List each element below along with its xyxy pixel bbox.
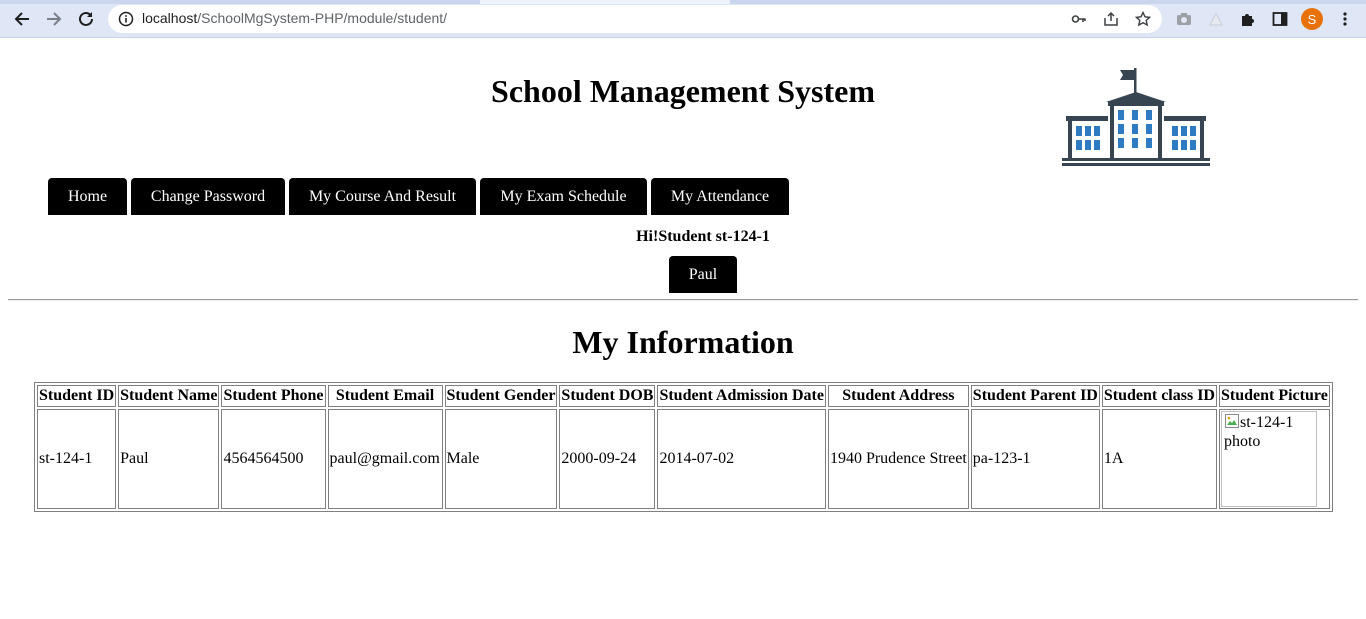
- address-bar[interactable]: [108, 5, 1162, 33]
- cell-student-email: paul@gmail.com: [328, 409, 443, 509]
- cell-student-class-id: 1A: [1102, 409, 1217, 509]
- header-student-gender: Student Gender: [445, 385, 558, 407]
- url-text: [142, 10, 447, 26]
- header-student-address: Student Address: [828, 385, 969, 407]
- camera-icon[interactable]: [1175, 10, 1193, 28]
- kebab-menu-icon[interactable]: [1336, 10, 1354, 28]
- main-menu: [48, 178, 789, 215]
- header-student-class-id: Student class ID: [1102, 385, 1217, 407]
- greeting-text: Hi!Student st-124-1: [636, 228, 770, 245]
- menu-item-my-course-and-result[interactable]: My Course And Result: [289, 178, 476, 215]
- user-name-button[interactable]: Paul: [669, 256, 737, 293]
- tab-strip: [0, 0, 1366, 4]
- section-title: My Information: [572, 324, 794, 360]
- school-building-logo: [1060, 66, 1212, 168]
- header-student-picture: Student Picture: [1219, 385, 1330, 407]
- url-host: localhost: [142, 10, 198, 26]
- menu-item-my-attendance[interactable]: My Attendance: [651, 178, 789, 215]
- student-photo-placeholder: [1221, 411, 1317, 507]
- star-icon[interactable]: [1135, 11, 1151, 27]
- student-photo-alt-text: st-124-1 photo: [1223, 414, 1294, 450]
- extension-triangle-icon[interactable]: [1207, 10, 1225, 28]
- browser-toolbar: [0, 0, 1366, 38]
- student-info-table: [34, 382, 1333, 512]
- key-icon[interactable]: [1071, 11, 1087, 27]
- cell-student-phone: 4564564500: [221, 409, 325, 509]
- broken-image-icon: [1224, 413, 1240, 429]
- header-student-parent-id: Student Parent ID: [971, 385, 1100, 407]
- profile-avatar[interactable]: S: [1301, 8, 1323, 30]
- cell-student-picture: [1219, 409, 1330, 509]
- cell-student-name: Paul: [118, 409, 219, 509]
- puzzle-icon[interactable]: [1239, 10, 1257, 28]
- side-panel-icon[interactable]: [1271, 10, 1289, 28]
- cell-student-dob: 2000-09-24: [559, 409, 655, 509]
- back-arrow-icon[interactable]: [10, 8, 34, 30]
- menu-item-home[interactable]: Home: [48, 178, 127, 215]
- forward-arrow-icon[interactable]: [42, 8, 66, 30]
- reload-icon[interactable]: [74, 8, 98, 30]
- cell-student-gender: Male: [445, 409, 558, 509]
- cell-student-admission-date: 2014-07-02: [657, 409, 825, 509]
- horizontal-divider: [8, 299, 1358, 301]
- site-info-icon[interactable]: [118, 11, 134, 27]
- cell-student-id: st-124-1: [37, 409, 116, 509]
- header-student-dob: Student DOB: [559, 385, 655, 407]
- header-student-name: Student Name: [118, 385, 219, 407]
- page-title: School Management System: [491, 73, 875, 109]
- url-path: /SchoolMgSystem-PHP/module/student/: [197, 10, 448, 26]
- header-student-email: Student Email: [328, 385, 443, 407]
- header-student-id: Student ID: [37, 385, 116, 407]
- table-header-row: [37, 385, 1330, 407]
- menu-item-change-password[interactable]: Change Password: [131, 178, 285, 215]
- header-student-admission-date: Student Admission Date: [657, 385, 825, 407]
- menu-item-my-exam-schedule[interactable]: My Exam Schedule: [480, 178, 647, 215]
- cell-student-parent-id: pa-123-1: [971, 409, 1100, 509]
- share-icon[interactable]: [1103, 11, 1119, 27]
- table-row: [37, 409, 1330, 509]
- cell-student-address: 1940 Prudence Street: [828, 409, 969, 509]
- active-tab[interactable]: [480, 0, 730, 4]
- header-student-phone: Student Phone: [221, 385, 325, 407]
